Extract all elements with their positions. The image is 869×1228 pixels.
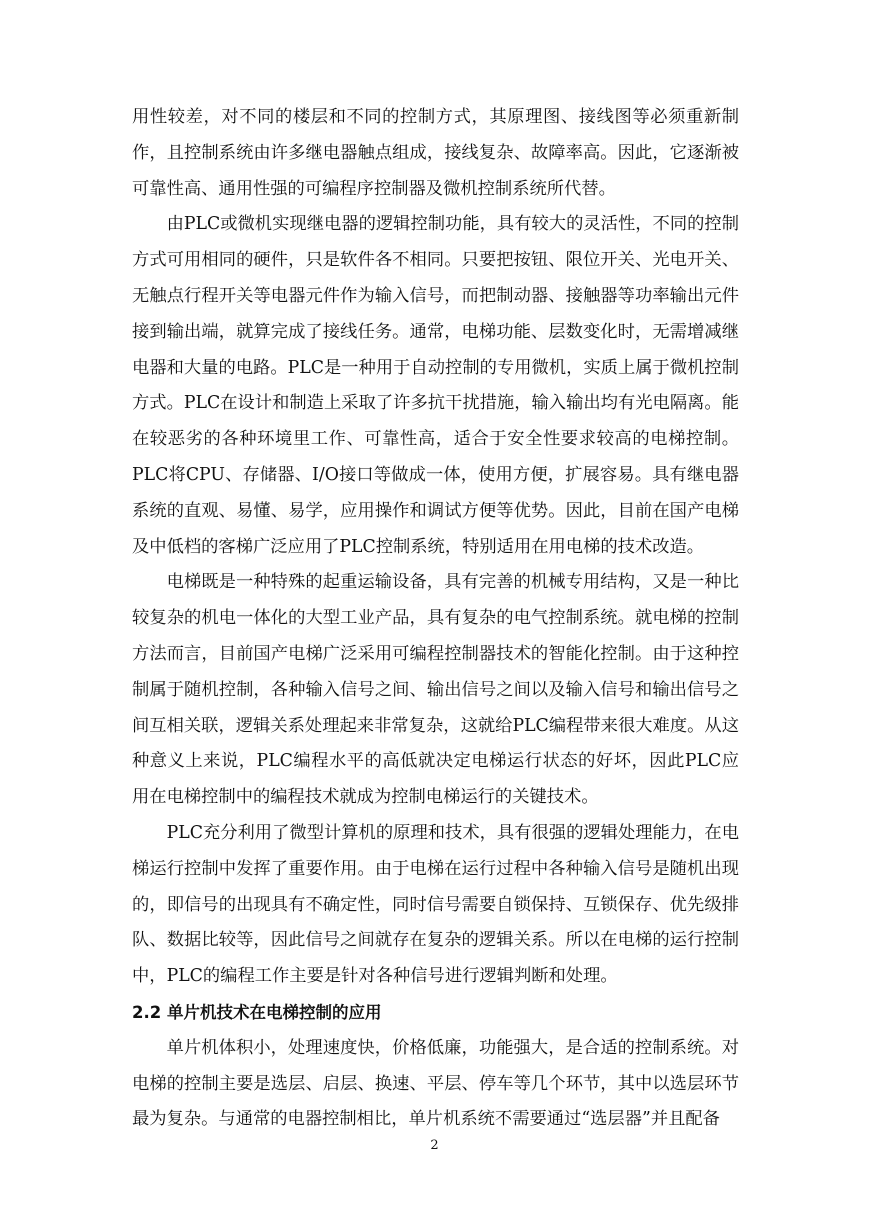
body-text	[132, 100, 739, 1138]
paragraph-plc-logic: 由PLC或微机实现继电器的逻辑控制功能，具有较大的灵活性，不同的控制方式可用相同的硬件，只是软件各不相同。只要把按钮、限位开关、光电开关、无触点行程开关等电器元件作为输入信号，而把制动器、接触器等功率输出元件接到输出端，就算完成了接线任务。通常，电梯功能、层数变化时，无需增减继电器和大量的电路。PLC是一种用于自动控制的专用微机，实质上属于微机控制方式。PLC在设计和制造上采取了许多抗干扰措施，输入输出均有光电隔离。能在较恶劣的各种环境里工作、可靠性高，适合于安全性要求较高的电梯控制。PLC将CPU、存储器、I/O接口等做成一体，使用方便，扩展容易。具有继电器系统的直观、易懂、易学，应用操作和调试方便等优势。因此，目前在国产电梯及中低档的客梯广泛应用了PLC控制系统，特别适用在用电梯的技术改造。	[132, 214, 739, 557]
paragraph-continued: 用性较差，对不同的楼层和不同的控制方式，其原理图、接线图等必须重新制作，且控制系统由许多继电器触点组成，接线复杂、故障率高。因此，它逐渐被可靠性高、通用性强的可编程序控制器及微机控制系统所代替。	[132, 107, 739, 199]
paragraph-single-chip: 单片机体积小，处理速度快，价格低廉，功能强大，是合适的控制系统。对电梯的控制主要是选层、启层、换速、平层、停车等几个环节，其中以选层环节最为复杂。与通常的电器控制相比，单片机系统不需要通过“选层器”并且配备	[132, 1037, 739, 1130]
paragraph-plc-microcomputer: PLC充分利用了微型计算机的原理和技术，具有很强的逻辑处理能力，在电梯运行控制中发挥了重要作用。由于电梯在运行过程中各种输入信号是随机出现的，即信号的出现具有不确定性，同时信号需要自锁保持、互锁保存、优先级排队、数据比较等，因此信号之间就存在复杂的逻辑关系。所以在电梯的运行控制中，PLC的编程工作主要是针对各种信号进行逻辑判断和处理。	[132, 822, 739, 987]
page-number: 2	[430, 1138, 439, 1153]
section-heading: 2.2 单片机技术在电梯控制的应用	[132, 1002, 382, 1022]
paragraph-elevator-equipment: 电梯既是一种特殊的起重运输设备，具有完善的机械专用结构，又是一种比较复杂的机电一体化的大型工业产品，具有复杂的电气控制系统。就电梯的控制方法而言，目前国产电梯广泛采用可编程控制器技术的智能化控制。由于这种控制属于随机控制，各种输入信号之间、输出信号之间以及输入信号和输出信号之间互相关联，逻辑关系处理起来非常复杂，这就给PLC编程带来很大难度。从这种意义上来说，PLC编程水平的高低就决定电梯运行状态的好坏，因此PLC应用在电梯控制中的编程技术就成为控制电梯运行的关键技术。	[132, 572, 739, 808]
